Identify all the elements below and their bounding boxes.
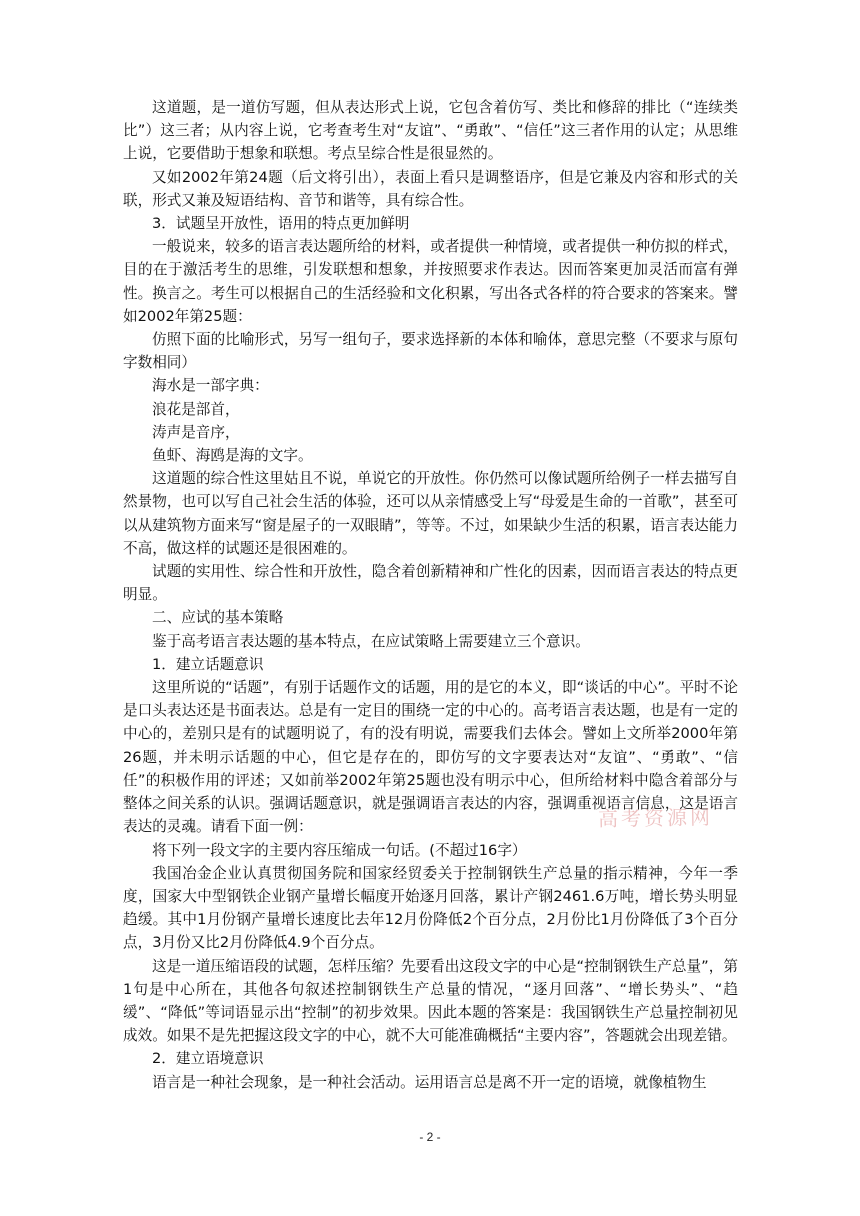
section-heading: 3．试题呈开放性，语用的特点更加鲜明 <box>152 215 410 233</box>
paragraph: 鉴于高考语言表达题的基本特点，在应试策略上需要建立三个意识。 <box>152 632 590 650</box>
section-heading: 2．建立语境意识 <box>152 1050 264 1068</box>
page-number: - 2 - <box>419 1130 441 1144</box>
example-line: 浪花是部首， <box>152 400 240 418</box>
body-text <box>123 96 738 1094</box>
paragraph: 这是一道压缩语段的试题，怎样压缩？先要看出这段文字的中心是“控制钢铁生产总量”，第1句是中心所在，其他各句叙述控制钢铁生产总量的情况，“逐月回落”、“增长势头”、“趋缓”、“降低”等词语显示出“控制”的初步效果。因此本题的答案是：我国钢铁生产总量控制初见成效。如果不是先把握这段文字的中心，就不大可能准确概括“主要内容”，答题就会出现差错。 <box>123 957 738 1045</box>
example-line: 鱼虾、海鸥是海的文字。 <box>152 447 313 465</box>
paragraph: 这道题，是一道仿写题，但从表达形式上说，它包含着仿写、类比和修辞的排比（“连续类比”）这三者；从内容上说，它考查考生对“友谊”、“勇敢”、“信任”这三者作用的认定；从思维上说，它要借助于想象和联想。考点呈综合性是很显然的。 <box>123 99 738 163</box>
example-line: 海水是一部字典： <box>152 377 269 395</box>
paragraph: 又如2002年第24题（后文将引出），表面上看只是调整语序，但是它兼及内容和形式的关联，形式又兼及短语结构、音节和谐等，具有综合性。 <box>123 168 738 209</box>
paragraph: 将下列一段文字的主要内容压缩成一句话。(不超过16字） <box>152 841 527 859</box>
paragraph: 试题的实用性、综合性和开放性，隐含着创新精神和广性化的因素，因而语言表达的特点更明显。 <box>123 563 738 604</box>
paragraph: 这里所说的“话题”，有别于话题作文的话题，用的是它的本义，即“谈话的中心”。平时不论是口头表达还是书面表达。总是有一定目的围绕一定的中心的。高考语言表达题，也是有一定的中心的，差别只是有的试题明说了，有的没有明说，需要我们去体会。譬如上文所举2000年第26题，并未明示话题的中心，但它是存在的，即仿写的文字要表达对“友谊”、“勇敢”、“信任”的积极作用的评述；又如前举2002年第25题也没有明示中心，但所给材料中隐含着部分与整体之间关系的认识。强调话题意识，就是强调语言表达的内容，强调重视语言信息，这是语言表达的灵魂。请看下面一例： <box>123 679 738 836</box>
paragraph: 一般说来，较多的语言表达题所给的材料，或者提供一种情境，或者提供一种仿拟的样式，目的在于激活考生的思维，引发联想和想象，并按照要求作表达。因而答案更加灵活而富有弹性。换言之。考生可以根据自己的生活经验和文化积累，写出各式各样的符合要求的答案来。譬如2002年第25题： <box>123 238 738 325</box>
section-heading: 1．建立话题意识 <box>152 655 264 673</box>
paragraph: 语言是一种社会现象，是一种社会活动。运用语言总是离不开一定的语境，就像植物生 <box>152 1073 707 1091</box>
paragraph: 这道题的综合性这里姑且不说，单说它的开放性。你仍然可以像试题所给例子一样去描写自然景物，也可以写自己社会生活的体验，还可以从亲情感受上写“母爱是生命的一首歌”，甚至可以从建筑物方面来写“窗是屋子的一双眼睛”，等等。不过，如果缺少生活的积累，语言表达能力不高，做这样的试题还是很困难的。 <box>123 470 738 557</box>
paragraph: 我国冶金企业认真贯彻国务院和国家经贸委关于控制钢铁生产总量的指示精神，今年一季度，国家大中型钢铁企业钢产量增长幅度开始逐月回落，累计产钢2461.6万吨，增长势头明显趋缓。其中1月份钢产量增长速度比去年12月份降低2个百分点，2月份比1月份降低了3个百分点，3月份又比2月份降低4.9个百分点。 <box>123 864 738 952</box>
example-line: 涛声是音序， <box>152 423 240 441</box>
section-heading: 二、应试的基本策略 <box>152 609 284 627</box>
paragraph: 仿照下面的比喻形式，另写一组句子，要求选择新的本体和喻体，意思完整（不要求与原句字数相同） <box>123 331 738 372</box>
watermark: 高考资源网 <box>597 804 714 832</box>
